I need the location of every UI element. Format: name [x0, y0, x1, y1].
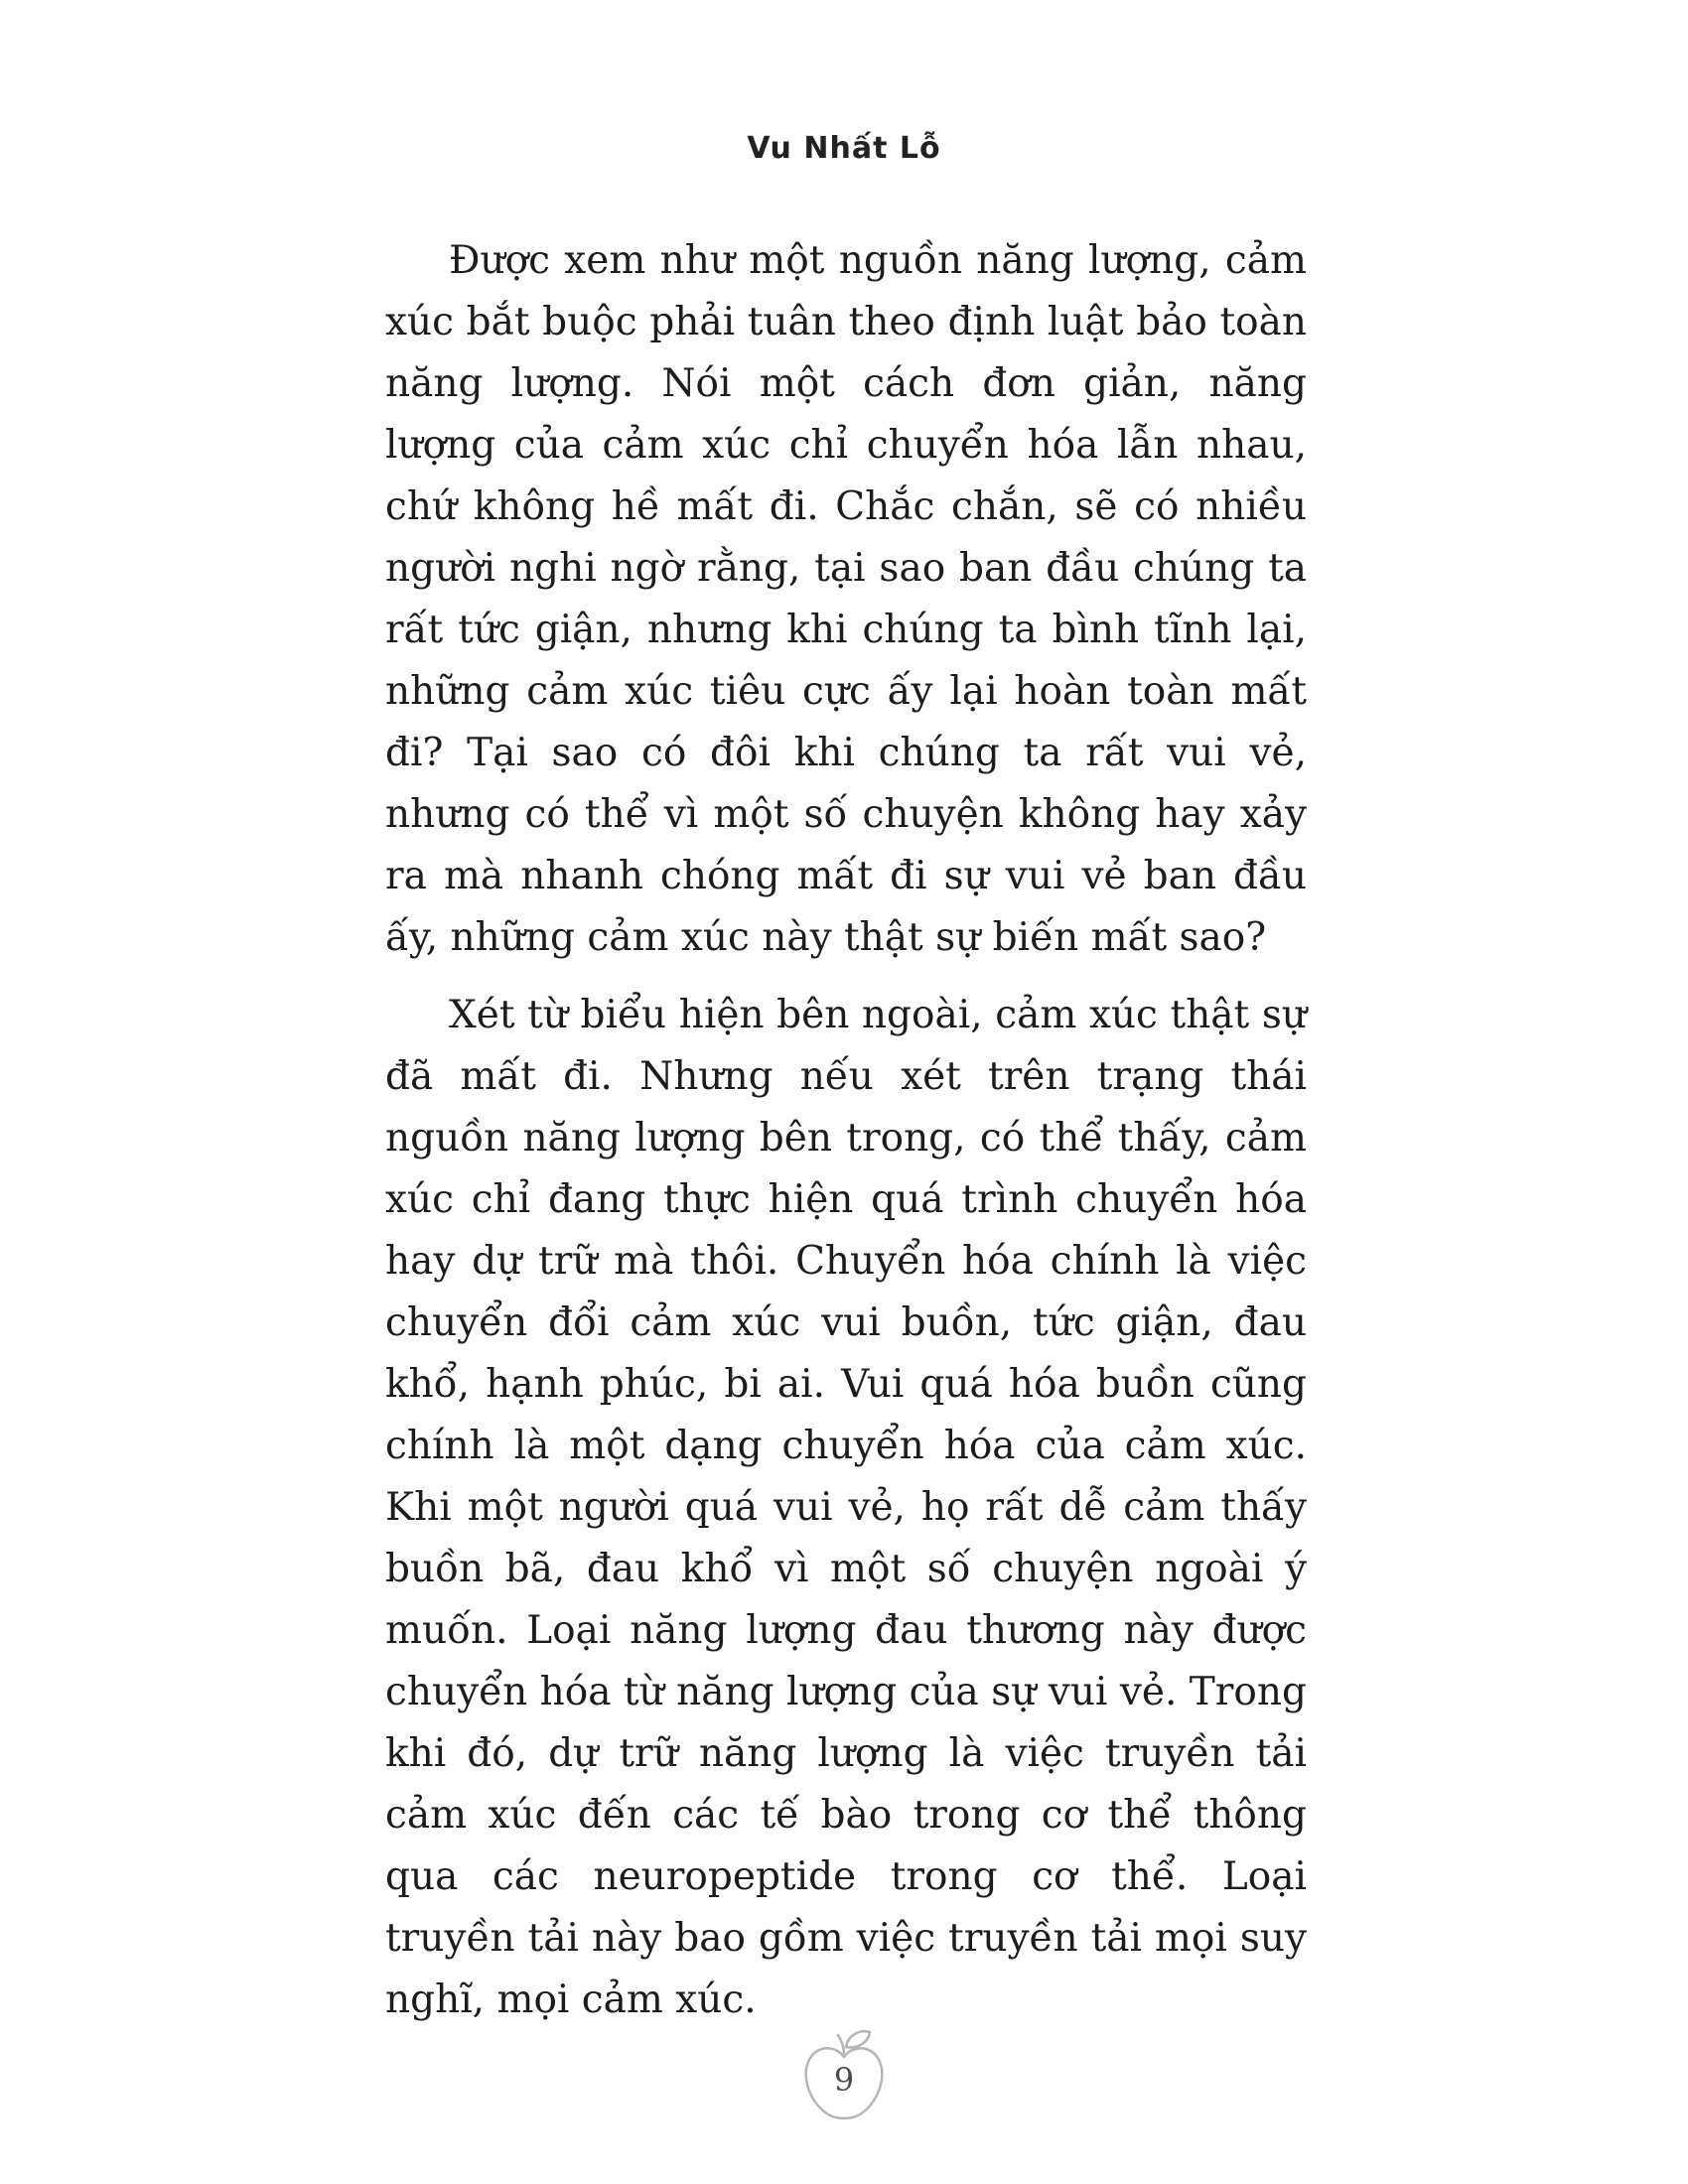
paragraph: Xét từ biểu hiện bên ngoài, cảm xúc thật sự đã mất đi. Nhưng nếu xét trên trạng thái nguồn năng lượng bên trong, có thể thấy, cảm xúc chỉ đang thực hiện quá trình chuyển hóa hay dự trữ mà thôi. Chuyển hóa chính là việc chuyển đổi cảm xúc vui buồn, tức giận, đau khổ, hạnh phúc, bi ai. Vui quá hóa buồn cũng chính là một dạng chuyển hóa của cảm xúc. Khi một người quá vui vẻ, họ rất dễ cảm thấy buồn bã, đau khổ vì một số chuyện ngoài ý muốn. Loại năng lượng đau thương này được chuyển hóa từ năng lượng của sự vui vẻ. Trong khi đó, dự trữ năng lượng là việc truyền tải cảm xúc đến các tế bào trong cơ thể thông qua các neuropeptide trong cơ thể. Loại truyền tải này bao gồm việc truyền tải mọi suy nghĩ, mọi cảm xúc. — [385, 993, 1307, 2022]
running-head-title: Vu Nhất Lỗ — [747, 131, 941, 166]
page-footer — [0, 2023, 1688, 2122]
body-text — [385, 230, 1307, 2047]
page-number: 9 — [833, 2061, 855, 2099]
apple-page-ornament — [796, 2023, 892, 2122]
paragraph: Được xem như một nguồn năng lượng, cảm xúc bắt buộc phải tuân theo định luật bảo toàn năng lượng. Nói một cách đơn giản, năng lượng của cảm xúc chỉ chuyển hóa lẫn nhau, chứ không hề mất đi. Chắc chắn, sẽ có nhiều người nghi ngờ rằng, tại sao ban đầu chúng ta rất tức giận, nhưng khi chúng ta bình tĩnh lại, những cảm xúc tiêu cực ấy lại hoàn toàn mất đi? Tại sao có đôi khi chúng ta rất vui vẻ, nhưng có thể vì một số chuyện không hay xảy ra mà nhanh chóng mất đi sự vui vẻ ban đầu ấy, những cảm xúc này thật sự biến mất sao? — [385, 238, 1307, 960]
